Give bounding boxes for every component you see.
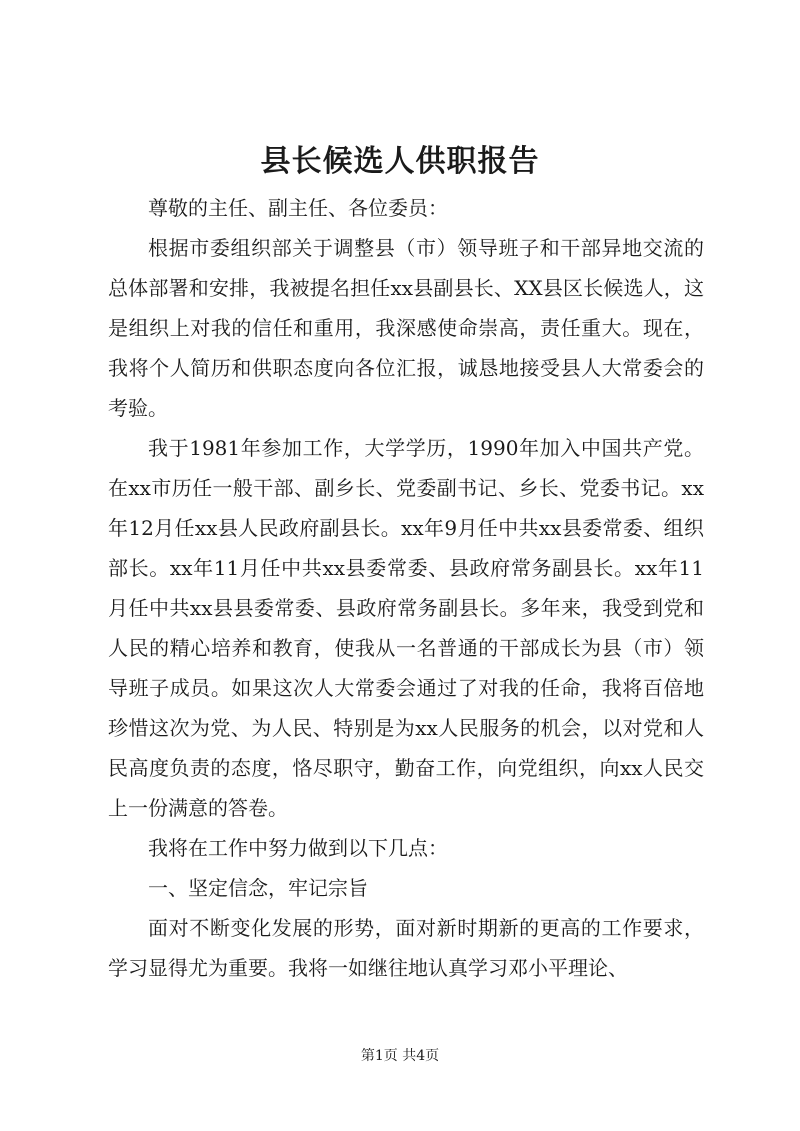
paragraph-study: 面对不断变化发展的形势，面对新时期新的更高的工作要求，学习显得尤为重要。我将一如继往地认真学习邓小平理论、 — [108, 916, 704, 980]
page-number: 第1页 共4页 — [360, 1048, 440, 1064]
document-title: 县长候选人供职报告 — [260, 144, 540, 179]
salutation: 尊敬的主任、副主任、各位委员： — [148, 196, 448, 220]
section-heading-1: 一、坚定信念，牢记宗旨 — [148, 876, 368, 900]
paragraph-resume: 我于1981年参加工作，大学学历，1990年加入中国共产党。在xx市历任一般干部、副乡长、党委副书记、乡长、党委书记。xx年12月任xx县人民政府副县长。xx年9月任中共xx县委常委、组织部长。xx年11月任中共xx县委常委、县政府常务副县长。xx年11月任中共xx县县委常委、县政府常务副县长。多年来，我受到党和人民的精心培养和教育，使我从一名普通的干部成长为县（市）领导班子成员。如果这次人大常委会通过了对我的任命，我将百倍地珍惜这次为党、为人民、特别是为xx人民服务的机会，以对党和人民高度负责的态度，恪尽职守，勤奋工作，向党组织，向xx人民交上一份满意的答卷。 — [108, 436, 704, 820]
paragraph-commitment: 我将在工作中努力做到以下几点： — [148, 836, 448, 860]
document-body — [108, 188, 704, 988]
paragraph-intro: 根据市委组织部关于调整县（市）领导班子和干部异地交流的总体部署和安排，我被提名担任xx县副县长、XX县区长候选人，这是组织上对我的信任和重用，我深感使命崇高，责任重大。现在，我将个人简历和供职态度向各位汇报，诚恳地接受县人大常委会的考验。 — [108, 236, 704, 420]
